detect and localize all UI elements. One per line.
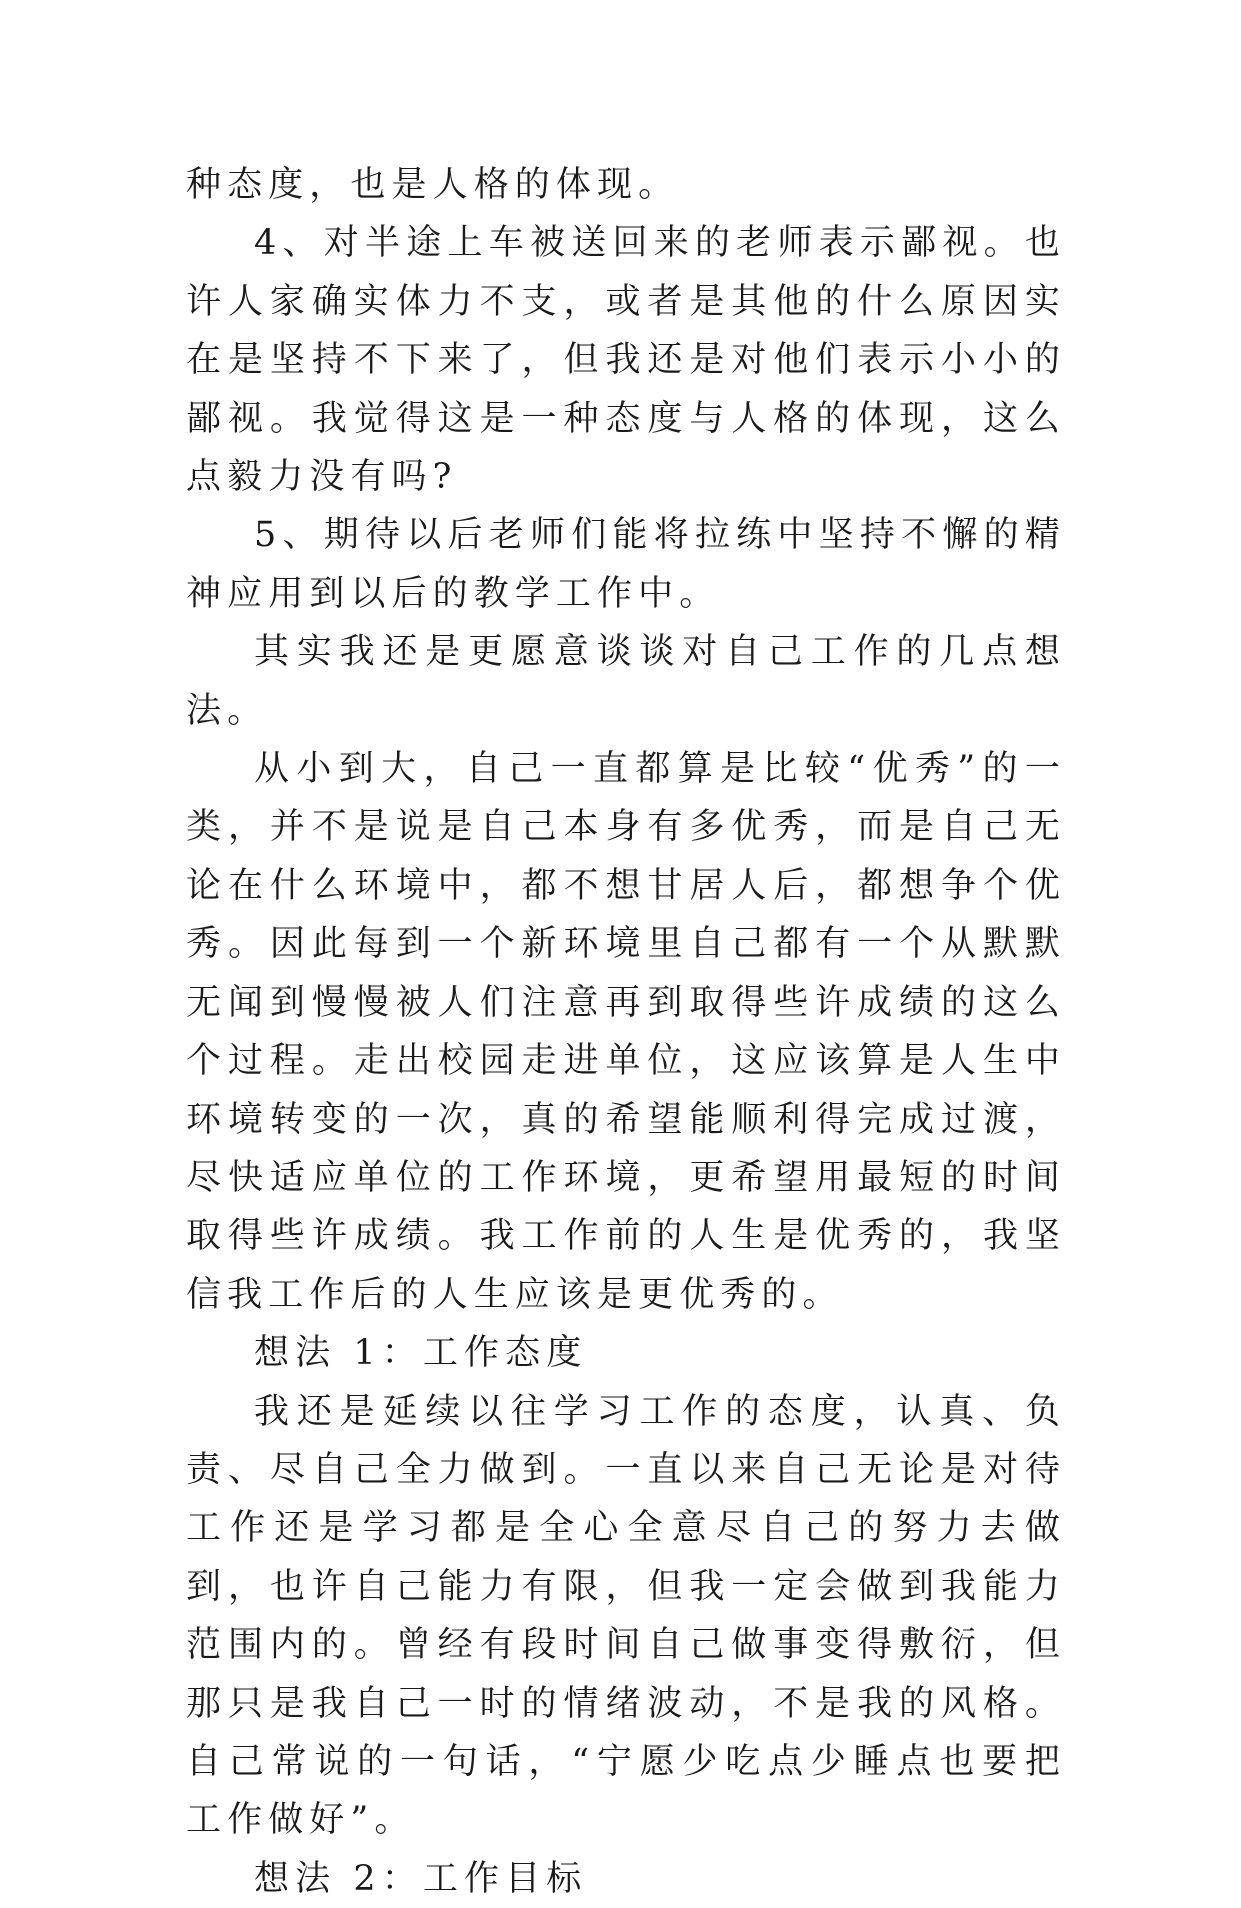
paragraph-point-4: 4、对半途上车被送回来的老师表示鄙视。也许人家确实体力不支，或者是其他的什么原因实在是坚持不下来了，但我还是对他们表示小小的鄙视。我觉得这是一种态度与人格的体现，这么点毅力没有吗? <box>186 223 1066 498</box>
paragraph-point-5: 5、期待以后老师们能将拉练中坚持不懈的精神应用到以后的教学工作中。 <box>186 515 1066 614</box>
paragraph-background: 从小到大，自己一直都算是比较“优秀”的一类，并不是说是自己本身有多优秀，而是自己无论在什么环境中，都不想甘居人后，都想争个优秀。因此每到一个新环境里自己都有一个从默默无闻到慢慢被人们注意再到取得些许成绩的这么个过程。走出校园走进单位，这应该算是人生中环境转变的一次，真的希望能顺利得完成过渡，尽快适应单位的工作环境，更希望用最短的时间取得些许成绩。我工作前的人生是优秀的，我坚信我工作后的人生应该是更优秀的。 <box>186 749 1066 1315</box>
paragraph-work-attitude: 我还是延续以往学习工作的态度，认真、负责、尽自己全力做到。一直以来自己无论是对待工作还是学习都是全心全意尽自己的努力去做到，也许自己能力有限，但我一定会做到我能力范围内的。曾经有段时间自己做事变得敷衍，但那只是我自己一时的情绪波动，不是我的风格。自己常说的一句话，“宁愿少吃点少睡点也要把工作做好”。 <box>186 1391 1066 1841</box>
document-body <box>186 156 1066 1908</box>
paragraph-work-thoughts-intro: 其实我还是更愿意谈谈对自己工作的几点想法。 <box>186 632 1066 731</box>
heading-idea-2: 想法 2：工作目标 <box>254 1858 588 1899</box>
heading-idea-1: 想法 1：工作态度 <box>254 1333 588 1374</box>
paragraph-continuation: 种态度，也是人格的体现。 <box>186 165 680 205</box>
